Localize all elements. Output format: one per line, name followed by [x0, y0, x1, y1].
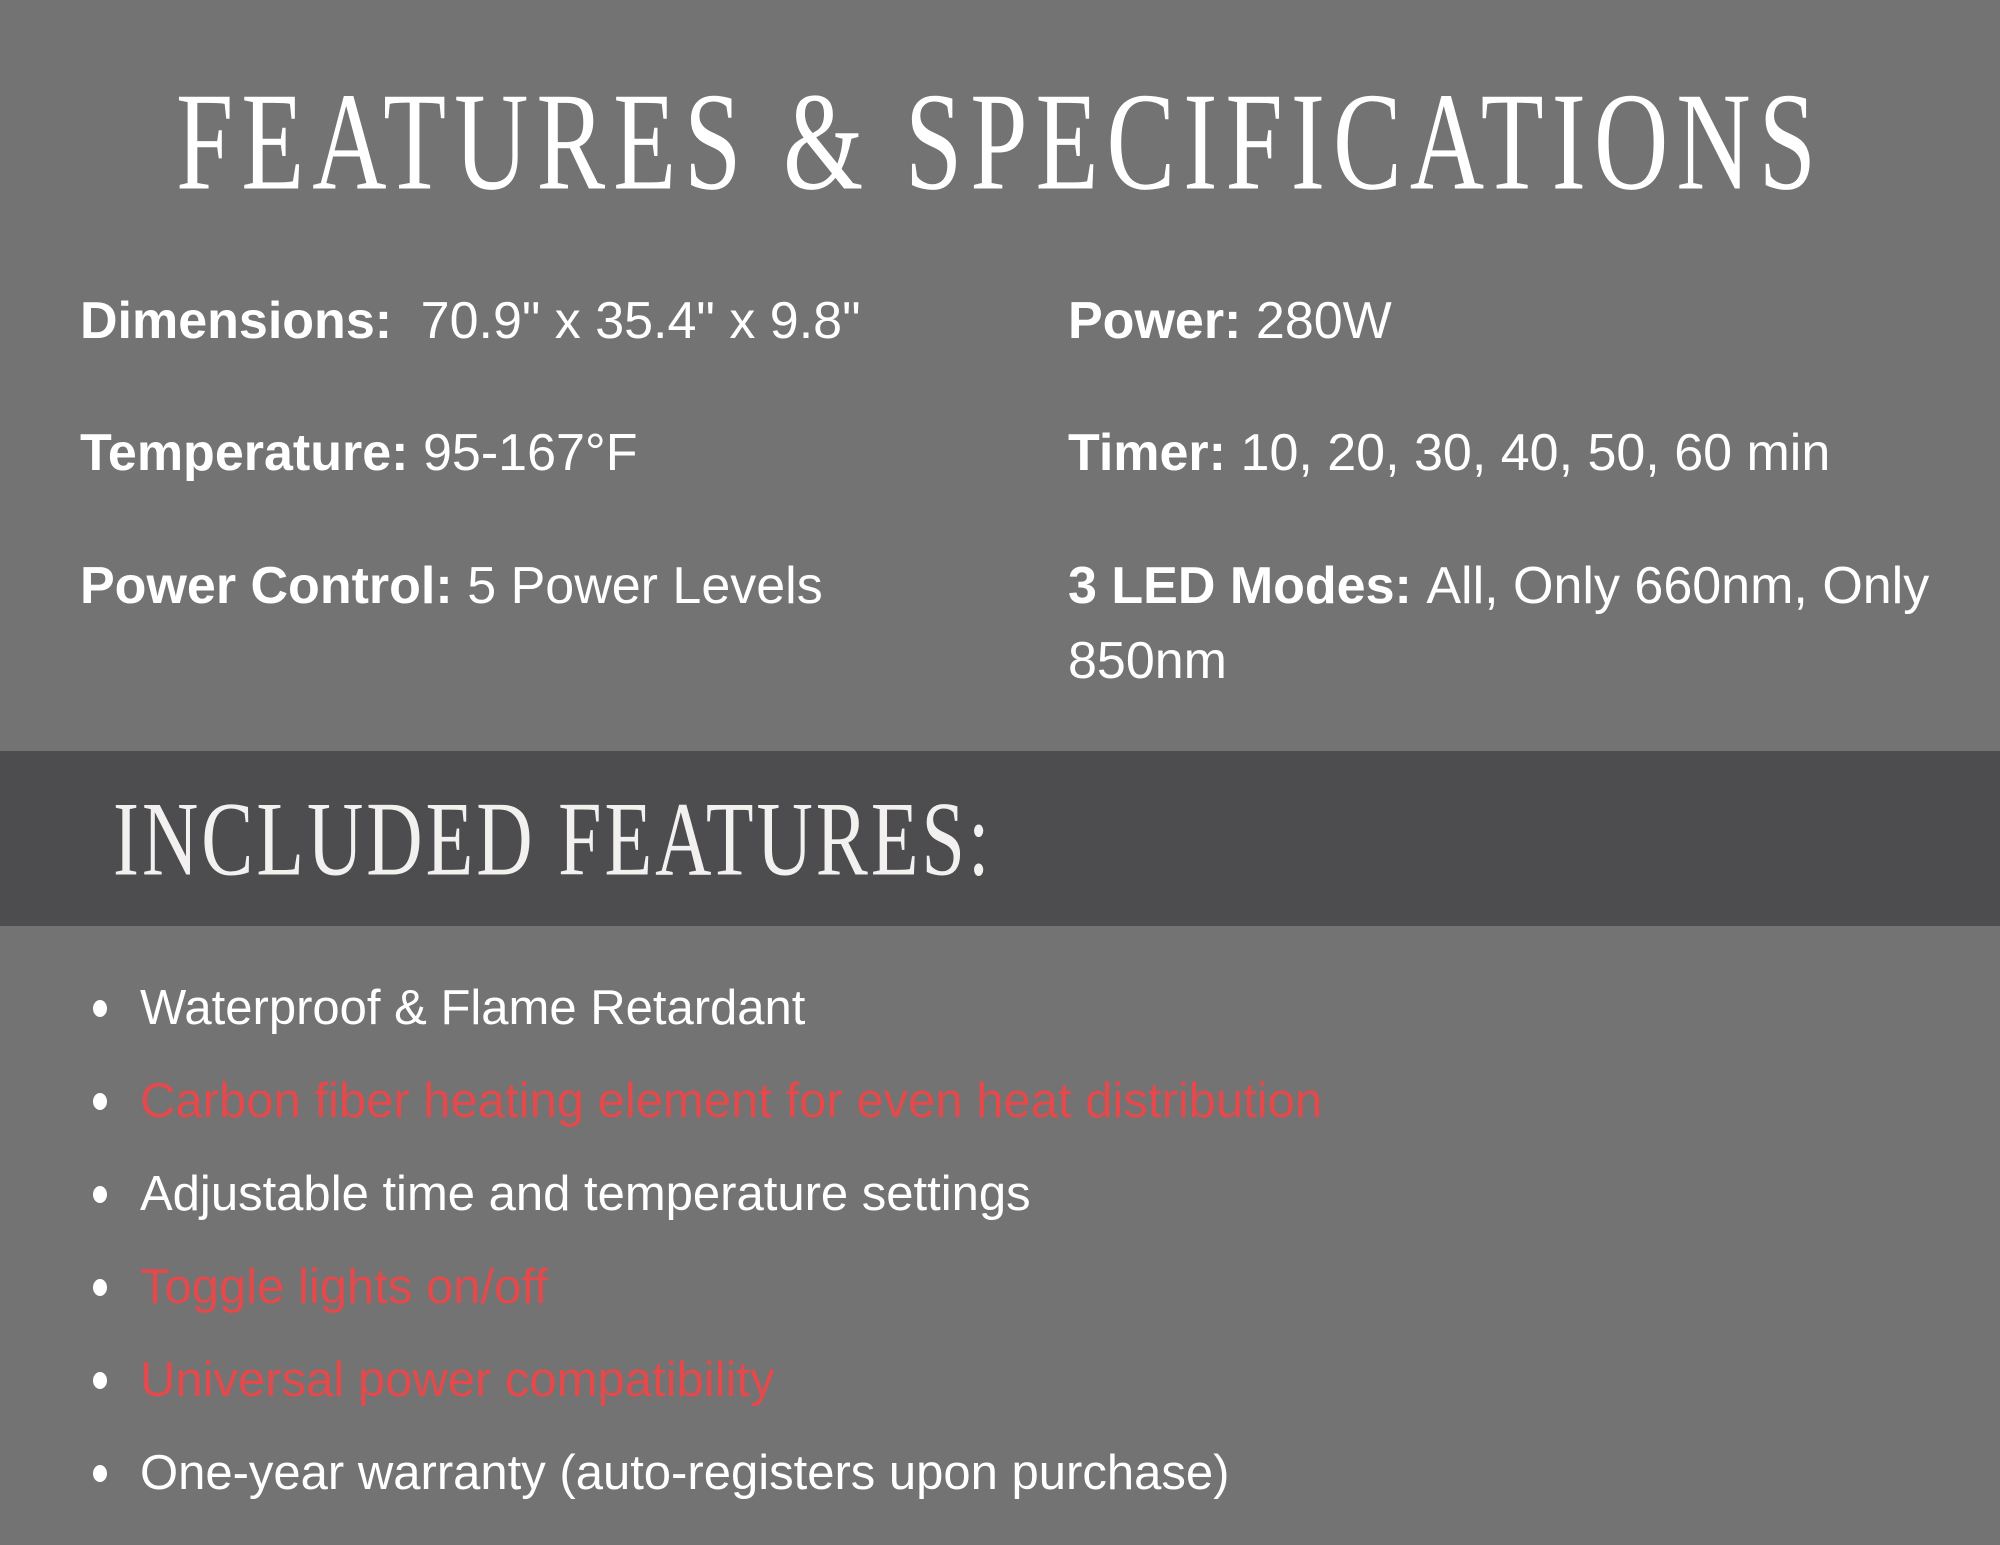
spec-label: Power Control:	[80, 556, 453, 615]
page-title: FEATURES & SPECIFICATIONS	[176, 64, 1824, 220]
feature-item	[93, 1071, 1940, 1131]
spec-row-temperature	[80, 416, 1068, 491]
feature-text: Waterproof & Flame Retardant	[140, 981, 806, 1035]
spec-value: 280W	[1255, 292, 1392, 350]
spec-label: Power:	[1068, 292, 1242, 350]
spec-row-power	[1068, 284, 1988, 359]
feature-text: One-year warranty (auto-registers upon purchase)	[140, 1446, 1230, 1500]
feature-item	[93, 1164, 1940, 1224]
bullet-icon	[93, 1093, 107, 1110]
spec-row-dimensions	[80, 284, 1068, 359]
spec-value: 5 Power Levels	[467, 556, 823, 615]
feature-item	[93, 1257, 1940, 1317]
feature-text: Toggle lights on/off	[140, 1260, 548, 1314]
feature-item	[93, 1350, 1940, 1410]
bullet-icon	[93, 1000, 107, 1017]
spec-label: Dimensions:	[80, 292, 393, 350]
specs-section	[0, 0, 2000, 751]
feature-text: Adjustable time and temperature settings	[140, 1167, 1031, 1221]
spec-label: Timer:	[1068, 424, 1226, 483]
bullet-icon	[93, 1372, 107, 1389]
included-features-band	[0, 751, 2000, 926]
feature-text: Universal power compatibility	[140, 1353, 775, 1407]
specs-grid	[0, 284, 2000, 700]
spec-value: 70.9" x 35.4" x 9.8"	[420, 292, 861, 350]
spec-label: 3 LED Modes:	[1068, 556, 1412, 615]
feature-text: Carbon fiber heating element for even heat distribution	[140, 1074, 1323, 1128]
features-list	[0, 926, 2000, 1503]
spec-row-led-modes	[1068, 549, 1988, 700]
included-features-title: INCLUDED FEATURES:	[113, 778, 993, 897]
spec-value: 95-167°F	[423, 424, 638, 483]
spec-value: 10, 20, 30, 40, 50, 60 min	[1240, 424, 1831, 483]
bullet-icon	[93, 1279, 107, 1296]
spec-row-power-control	[80, 549, 1068, 700]
spec-label: Temperature:	[80, 424, 409, 483]
feature-item	[93, 978, 1940, 1038]
spec-value: All, Only 660nm, Only 850nm	[1068, 556, 1930, 691]
bullet-icon	[93, 1186, 107, 1203]
bullet-icon	[93, 1465, 107, 1482]
feature-item	[93, 1443, 1940, 1503]
spec-row-timer	[1068, 416, 1988, 491]
